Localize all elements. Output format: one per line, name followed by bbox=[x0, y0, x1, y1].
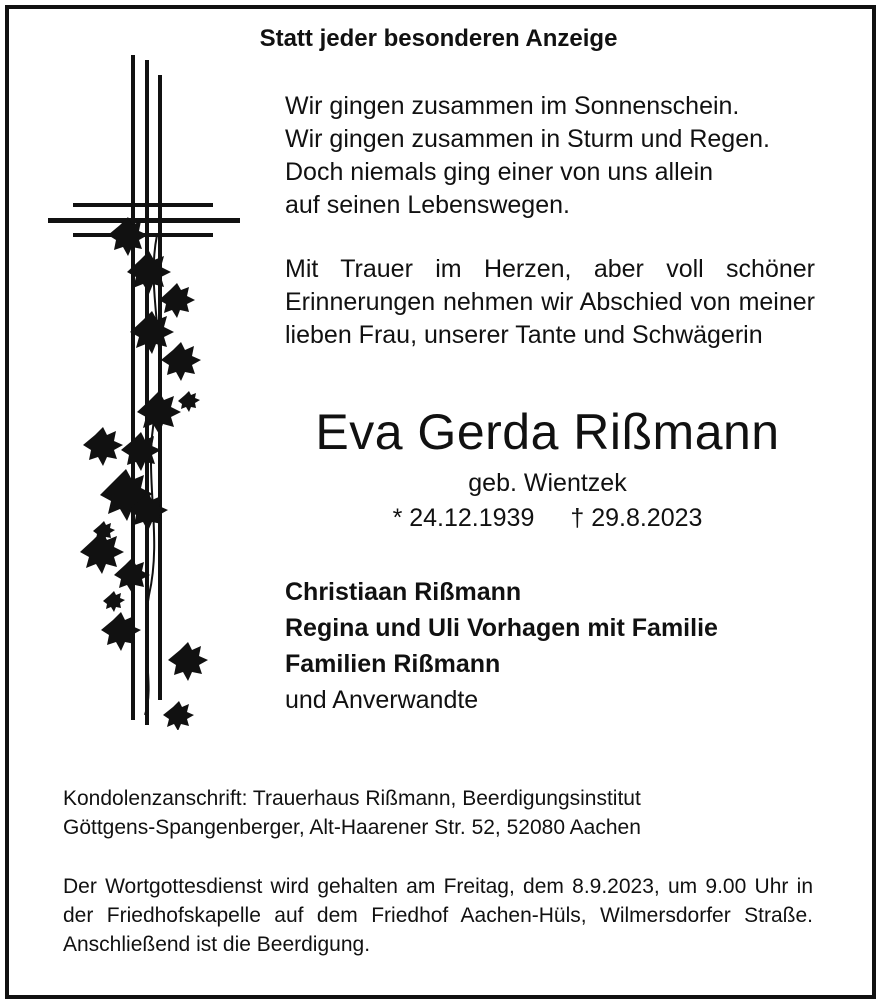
mourner-name: Christiaan Rißmann bbox=[285, 578, 522, 606]
mourner-name: Regina und Uli Vorhagen mit Familie bbox=[285, 614, 718, 642]
poem-line: Doch niemals ging einer von uns allein bbox=[285, 158, 714, 186]
farewell-text: Mit Trauer im Herzen, aber voll schöner Erinnerungen nehmen wir Abschied von meiner lieben Frau, unserer Tante und Schwägerin bbox=[285, 255, 815, 349]
poem-line: auf seinen Lebenswegen. bbox=[285, 191, 570, 219]
mourner-relatives: und Anverwandte bbox=[285, 686, 479, 714]
notice-heading: Statt jeder besonderen Anzeige bbox=[259, 25, 618, 52]
death-date: † 29.8.2023 bbox=[570, 504, 703, 532]
condolence-line: Göttgens-Spangenberger, Alt-Haarener Str. 52, 52080 Aachen bbox=[63, 816, 641, 839]
cross-with-ivy-icon bbox=[45, 55, 245, 730]
mourner-name: Familien Rißmann bbox=[285, 650, 501, 678]
poem-line: Wir gingen zusammen in Sturm und Regen. bbox=[285, 125, 770, 153]
service-info: Der Wortgottesdienst wird gehalten am Freitag, dem 8.9.2023, um 9.00 Uhr in der Friedhofskapelle auf dem Friedhof Aachen-Hüls, Wilmersdorfer Straße. Anschließend ist die Beerdigung. bbox=[63, 875, 813, 956]
mourners-list bbox=[285, 574, 845, 718]
birth-date: * 24.12.1939 bbox=[392, 504, 535, 532]
poem-line: Wir gingen zusammen im Sonnenschein. bbox=[285, 92, 740, 120]
life-dates bbox=[275, 502, 820, 534]
birth-name: geb. Wientzek bbox=[468, 469, 627, 497]
condolence-line: Kondolenzanschrift: Trauerhaus Rißmann, Beerdigungsinstitut bbox=[63, 787, 641, 810]
deceased-name: Eva Gerda Rißmann bbox=[315, 404, 780, 460]
poem bbox=[285, 90, 815, 222]
condolence-address bbox=[63, 784, 813, 842]
